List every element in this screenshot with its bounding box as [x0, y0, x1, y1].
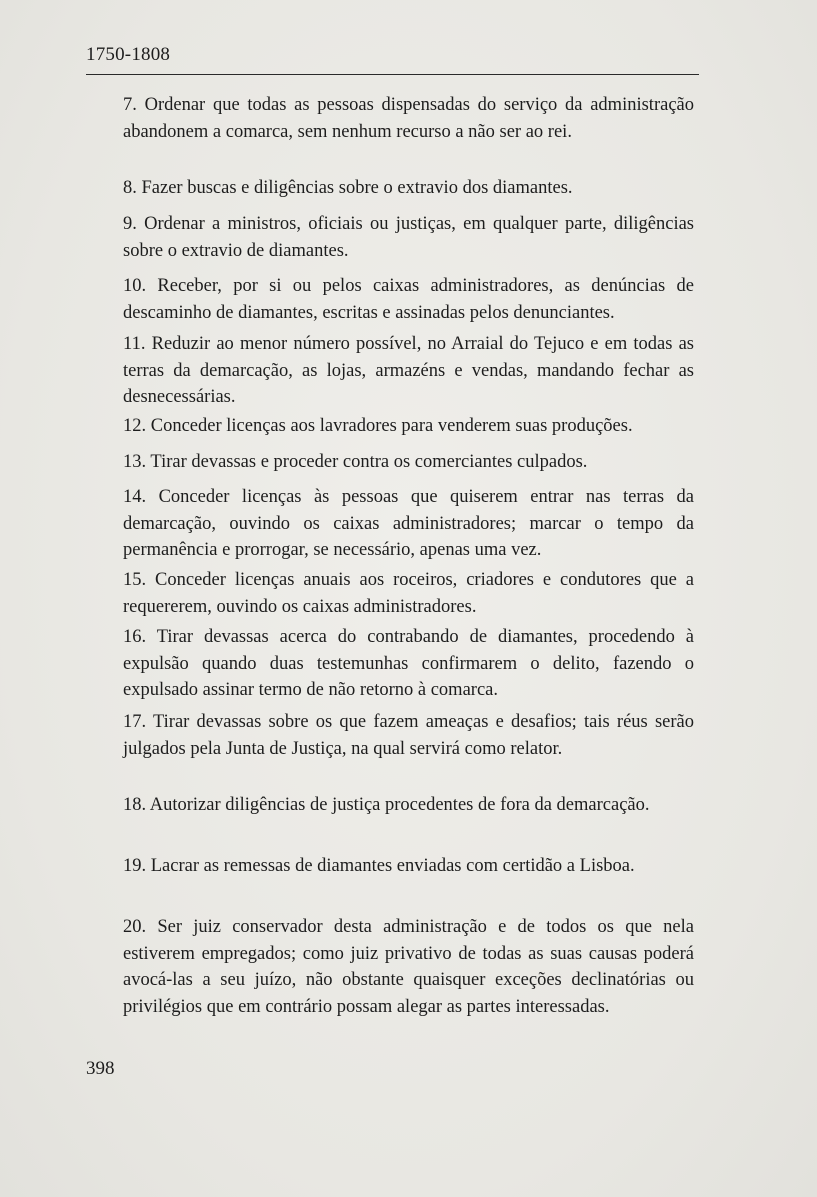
header-rule — [86, 74, 699, 75]
running-head: 1750-1808 — [86, 44, 171, 65]
list-item-10 — [123, 273, 694, 326]
list-item-text: 14. Conceder licenças às pessoas que quiserem entrar nas terras da demarcação, ouvindo os caixas administradores; marcar o tempo da permanência e prorrogar, se necessário, apenas uma vez. — [123, 487, 694, 560]
list-item-text: 17. Tirar devassas sobre os que fazem ameaças e desafios; tais réus serão julgados pela Junta de Justiça, na qual servirá como relator. — [123, 712, 694, 759]
list-item-11 — [123, 331, 694, 411]
list-item-text: 16. Tirar devassas acerca do contrabando de diamantes, procedendo à expulsão quando duas testemunhas confirmarem o delito, fazendo o expulsado assinar termo de não retorno à comarca. — [123, 627, 694, 700]
list-item-text: 19. Lacrar as remessas de diamantes enviadas com certidão a Lisboa. — [123, 856, 635, 876]
list-item-9 — [123, 211, 694, 264]
list-item-15 — [123, 567, 694, 620]
list-item-14 — [123, 484, 694, 564]
page-number: 398 — [86, 1058, 115, 1079]
list-item-text: 20. Ser juiz conservador desta administração e de todos os que nela estiverem empregados; como juiz privativo de todas as suas causas poderá avocá-las a seu juízo, não obstante quaisquer exceções declinatórias ou privilégios que em contrário possam alegar as partes interessadas. — [123, 917, 694, 1017]
list-item-text: 8. Fazer buscas e diligências sobre o extravio dos diamantes. — [123, 178, 573, 198]
list-item-8 — [123, 175, 694, 202]
list-item-text: 12. Conceder licenças aos lavradores para venderem suas produções. — [123, 416, 633, 436]
list-item-12 — [123, 413, 694, 440]
list-item-20 — [123, 914, 694, 1020]
list-item-text: 7. Ordenar que todas as pessoas dispensadas do serviço da administração abandonem a comarca, sem nenhum recurso a não ser ao rei. — [123, 95, 694, 142]
list-item-18 — [123, 792, 694, 819]
list-item-text: 11. Reduzir ao menor número possível, no Arraial do Tejuco e em todas as terras da demarcação, as lojas, armazéns e vendas, mandando fechar as desnecessárias. — [123, 334, 694, 407]
list-item-19 — [123, 853, 694, 880]
list-item-7 — [123, 92, 694, 145]
list-item-13 — [123, 449, 694, 476]
list-item-text: 15. Conceder licenças anuais aos roceiros, criadores e condutores que a requererem, ouvindo os caixas administradores. — [123, 570, 694, 617]
list-item-17 — [123, 709, 694, 762]
list-item-text: 13. Tirar devassas e proceder contra os comerciantes culpados. — [123, 452, 588, 472]
list-item-text: 10. Receber, por si ou pelos caixas administradores, as denúncias de descaminho de diamantes, escritas e assinadas pelos denunciantes. — [123, 276, 694, 323]
list-item-text: 9. Ordenar a ministros, oficiais ou justiças, em qualquer parte, diligências sobre o extravio de diamantes. — [123, 214, 694, 261]
list-item-text: 18. Autorizar diligências de justiça procedentes de fora da demarcação. — [123, 795, 650, 815]
list-item-16 — [123, 624, 694, 704]
